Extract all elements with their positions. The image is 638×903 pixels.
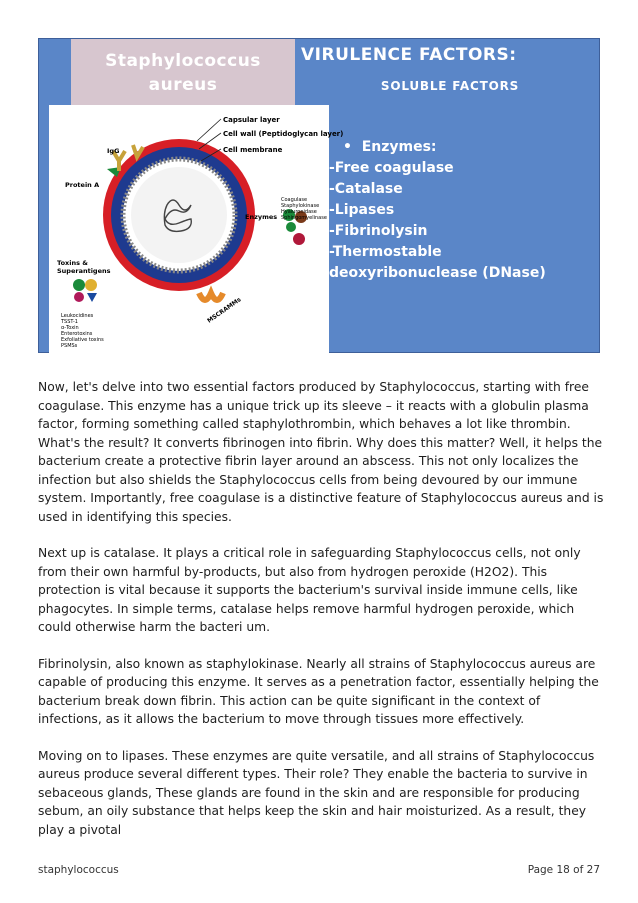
enzyme-list-item: Hyaluronidase: [281, 209, 317, 215]
capsular-label: Capsular layer: [223, 116, 280, 124]
enzyme-item: -Free coagulase: [329, 160, 454, 176]
enzyme-item: -Lipases: [329, 202, 395, 218]
enzyme-heading: • Enzymes:: [343, 139, 437, 155]
organism-title-line2: aureus: [148, 75, 218, 95]
body-text: [38, 378, 606, 857]
footer-page-number: Page 18 of 27: [527, 864, 600, 876]
paragraph-coagulase: Now, let's delve into two essential factors produced by Staphylococcus, starting with free coagulase. This enzyme has a unique trick up its sleeve – it reacts with a globulin plasma factor, forming something called staphylothrombin, which behaves a lot like thrombin. What's the result? It converts fibrinogen into fibrin. Why does this matter? Well, it helps the bacterium create a protective fibrin layer around an abscess. This not only localizes the infection but also shields the Staphylococcus cells from being devoured by our immune system. Importantly, free coagulase is a distinctive feature of Staphylococcus aureus and is used in identifying this species.: [38, 380, 604, 524]
toxin-icon-blue: [87, 293, 97, 302]
toxin-list-item: Exfoliative toxins: [61, 337, 104, 343]
paragraph-fibrinolysin: Fibrinolysin, also known as staphylokinase. Nearly all strains of Staphylococcus aureus are capable of producing this enzyme. It serves as a penetration factor, essentially helping the bacterium break down fibrin. This action can be quite significant in the context of infections, as it allows the bacterium to move through tissues more effectively.: [38, 656, 599, 726]
enzyme-icon-green-2: [286, 222, 296, 232]
virulence-subtitle: SOLUBLE FACTORS: [380, 79, 520, 93]
enzyme-list-item: Sphingomyelinase: [281, 215, 327, 221]
enzyme-list: [329, 137, 599, 284]
toxins-label-2: Superantigens: [57, 267, 111, 275]
cell-membrane-label: Cell membrane: [223, 146, 283, 154]
enzyme-item: -Thermostable: [329, 244, 442, 260]
toxin-list-item: α-Toxin: [61, 325, 79, 331]
enzyme-list-item: Staphylokinase: [281, 203, 320, 209]
mscramms-shape: [199, 293, 223, 300]
bacterium-diagram-svg: [49, 105, 344, 353]
capsular-leader-line: [197, 119, 221, 141]
bacterium-diagram: [49, 105, 344, 353]
igg-label: IgG: [107, 147, 120, 155]
header-banner: [38, 38, 600, 353]
protein-a-label: Protein A: [65, 181, 100, 189]
enzyme-item: -Catalase: [329, 181, 403, 197]
footer-document-name: staphylococcus: [38, 864, 119, 876]
enzymes-label: Enzymes: [245, 213, 278, 221]
toxin-icon-yellow: [85, 279, 97, 291]
mscramms-label: MSCRAMMs: [206, 296, 243, 325]
toxin-icon-green: [73, 279, 85, 291]
toxin-list-item: Leukocidines: [61, 313, 94, 319]
toxin-list-item: PSMSs: [61, 343, 78, 349]
virulence-title: VIRULENCE FACTORS:: [301, 45, 517, 65]
toxin-list-item: Enterotoxins: [61, 331, 93, 337]
paragraph-lipases: Moving on to lipases. These enzymes are quite versatile, and all strains of Staphylococcus aureus produce several different types. Their role? They enable the bacteria to survive in sebaceous glands, These glands are found in the skin and are responsible for producing sebum, an oily substance that helps keep the skin and hair moisturized. As a result, they play a pivotal: [38, 748, 595, 837]
organism-title: [71, 49, 295, 97]
toxins-label-1: Toxins &: [57, 259, 88, 267]
enzyme-item: -Fibrinolysin: [329, 223, 428, 239]
enzyme-heading-text: Enzymes:: [361, 139, 437, 155]
toxin-icon-magenta: [74, 292, 84, 302]
cell-wall-label: Cell wall (Peptidoglycan layer): [223, 130, 344, 138]
organism-title-line1: Staphylococcus: [105, 51, 261, 71]
enzyme-icon-red: [293, 233, 305, 245]
enzyme-item: deoxyribonuclease (DNase): [329, 265, 546, 281]
toxin-list-item: TSST-1: [61, 319, 78, 325]
enzyme-list-item: Coagulase: [281, 197, 308, 203]
paragraph-catalase: Next up is catalase. It plays a critical role in safeguarding Staphylococcus cells, not only from their own harmful by-products, but also from hydrogen peroxide (H2O2). This protection is vital because it supports the bacterium's survival inside immune cells, like phagocytes. In simple terms, catalase helps remove harmful hydrogen peroxide, which could otherwise harm the bacteri um.: [38, 546, 581, 634]
cytoplasm-shape: [131, 167, 227, 263]
